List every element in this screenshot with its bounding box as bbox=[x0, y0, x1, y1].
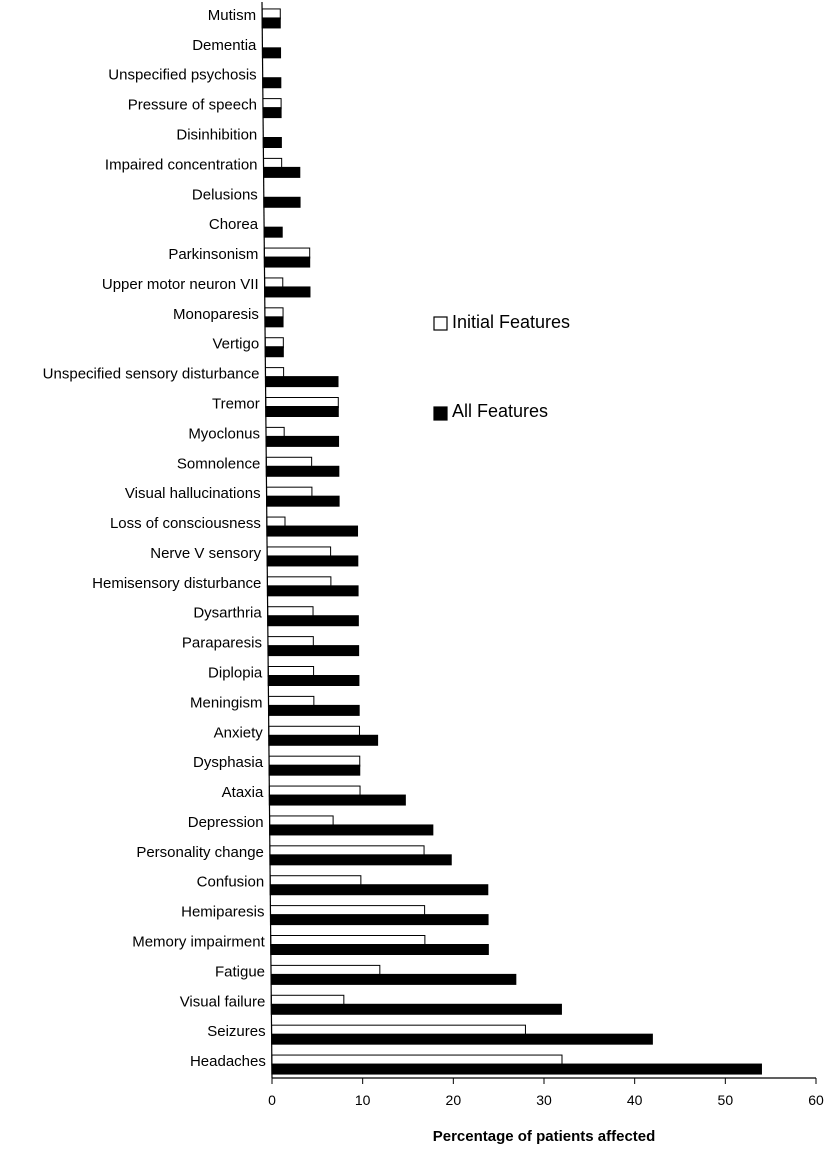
bar-all-features bbox=[262, 48, 280, 58]
category-labels bbox=[43, 7, 266, 1070]
category-label: Impaired concentration bbox=[104, 156, 258, 174]
bar-all-features bbox=[264, 227, 282, 237]
bar-all-features bbox=[267, 526, 358, 536]
category-label: Monoparesis bbox=[173, 305, 259, 323]
bar-all-features bbox=[267, 496, 340, 506]
category-label: Pressure of speech bbox=[127, 96, 257, 114]
category-label: Vertigo bbox=[212, 335, 260, 353]
legend-label-initial: Initial Features bbox=[452, 312, 571, 332]
category-label: Disinhibition bbox=[176, 126, 258, 144]
category-label: Fatigue bbox=[214, 963, 266, 981]
category-label: Ataxia bbox=[221, 784, 264, 802]
category-label: Dysphasia bbox=[193, 754, 264, 772]
bar-all-features bbox=[264, 197, 300, 207]
category-label: Upper motor neuron VII bbox=[101, 275, 259, 293]
bar-all-features bbox=[264, 257, 309, 267]
bar-all-features bbox=[268, 616, 359, 626]
bar-all-features bbox=[271, 1004, 561, 1014]
category-label: Mutism bbox=[207, 6, 257, 24]
category-label: Diplopia bbox=[208, 664, 263, 682]
bar-all-features bbox=[265, 317, 283, 327]
bar-all-features bbox=[268, 646, 359, 656]
bar-all-features bbox=[269, 795, 405, 805]
bar-all-features bbox=[264, 167, 300, 177]
legend-swatch-all bbox=[434, 407, 447, 420]
category-label: Unspecified psychosis bbox=[108, 66, 257, 84]
category-label: Meningism bbox=[189, 694, 263, 712]
category-label: Delusions bbox=[191, 186, 258, 204]
legend bbox=[434, 312, 570, 421]
x-axis-label: Percentage of patients affected bbox=[432, 1128, 656, 1145]
category-label: Hemiparesis bbox=[181, 903, 265, 921]
bar-all-features bbox=[267, 586, 358, 596]
category-label: Parkinsonism bbox=[168, 246, 259, 264]
bar-all-features bbox=[270, 915, 488, 925]
bar-all-features bbox=[271, 974, 516, 984]
category-label: Seizures bbox=[207, 1023, 266, 1041]
category-label: Myoclonus bbox=[188, 425, 261, 443]
x-tick-label: 10 bbox=[354, 1092, 371, 1108]
category-label: Visual failure bbox=[179, 993, 266, 1011]
bars-group bbox=[262, 9, 761, 1074]
category-label: Confusion bbox=[196, 873, 265, 891]
bar-all-features bbox=[272, 1064, 762, 1074]
x-ticks bbox=[268, 1078, 824, 1108]
bar-all-features bbox=[269, 705, 360, 715]
category-label: Loss of consciousness bbox=[109, 515, 261, 533]
bar-all-features bbox=[266, 466, 339, 476]
bar-all-features bbox=[263, 78, 281, 88]
bar-all-features bbox=[272, 1034, 653, 1044]
category-label: Dementia bbox=[192, 36, 257, 54]
legend-swatch-initial bbox=[434, 317, 447, 330]
category-label: Unspecified sensory disturbance bbox=[42, 365, 260, 383]
category-label: Headaches bbox=[189, 1053, 266, 1071]
bar-all-features bbox=[265, 347, 283, 357]
category-label: Tremor bbox=[211, 395, 260, 413]
x-tick-label: 40 bbox=[626, 1092, 643, 1108]
category-label: Hemisensory disturbance bbox=[92, 574, 262, 592]
category-label: Personality change bbox=[136, 843, 264, 861]
category-label: Memory impairment bbox=[132, 933, 265, 951]
bar-all-features bbox=[265, 287, 310, 297]
x-tick-label: 60 bbox=[808, 1092, 824, 1108]
bar-all-features bbox=[263, 138, 281, 148]
category-label: Visual hallucinations bbox=[124, 485, 261, 503]
bar-all-features bbox=[265, 377, 338, 387]
bar-all-features bbox=[269, 735, 378, 745]
x-tick-label: 20 bbox=[445, 1092, 462, 1108]
bar-all-features bbox=[270, 855, 451, 865]
category-label: Depression bbox=[187, 813, 264, 831]
bar-all-features bbox=[267, 556, 358, 566]
legend-label-all: All Features bbox=[452, 401, 549, 421]
bar-all-features bbox=[266, 407, 339, 417]
x-tick-label: 0 bbox=[268, 1092, 276, 1108]
bar-all-features bbox=[270, 885, 488, 895]
category-label: Paraparesis bbox=[181, 634, 262, 652]
bar-all-features bbox=[270, 825, 433, 835]
bar-all-features bbox=[263, 108, 281, 118]
category-label: Anxiety bbox=[213, 724, 263, 742]
x-tick-label: 30 bbox=[536, 1092, 552, 1108]
bar-all-features bbox=[266, 436, 339, 446]
x-tick-label: 50 bbox=[717, 1092, 734, 1108]
bar-all-features bbox=[262, 18, 280, 28]
category-label: Chorea bbox=[208, 216, 259, 234]
category-label: Somnolence bbox=[176, 455, 261, 473]
bar-all-features bbox=[269, 765, 360, 775]
bar-all-features bbox=[271, 945, 489, 955]
category-label: Nerve V sensory bbox=[150, 544, 262, 562]
category-label: Dysarthria bbox=[193, 604, 262, 622]
bar-all-features bbox=[268, 676, 359, 686]
